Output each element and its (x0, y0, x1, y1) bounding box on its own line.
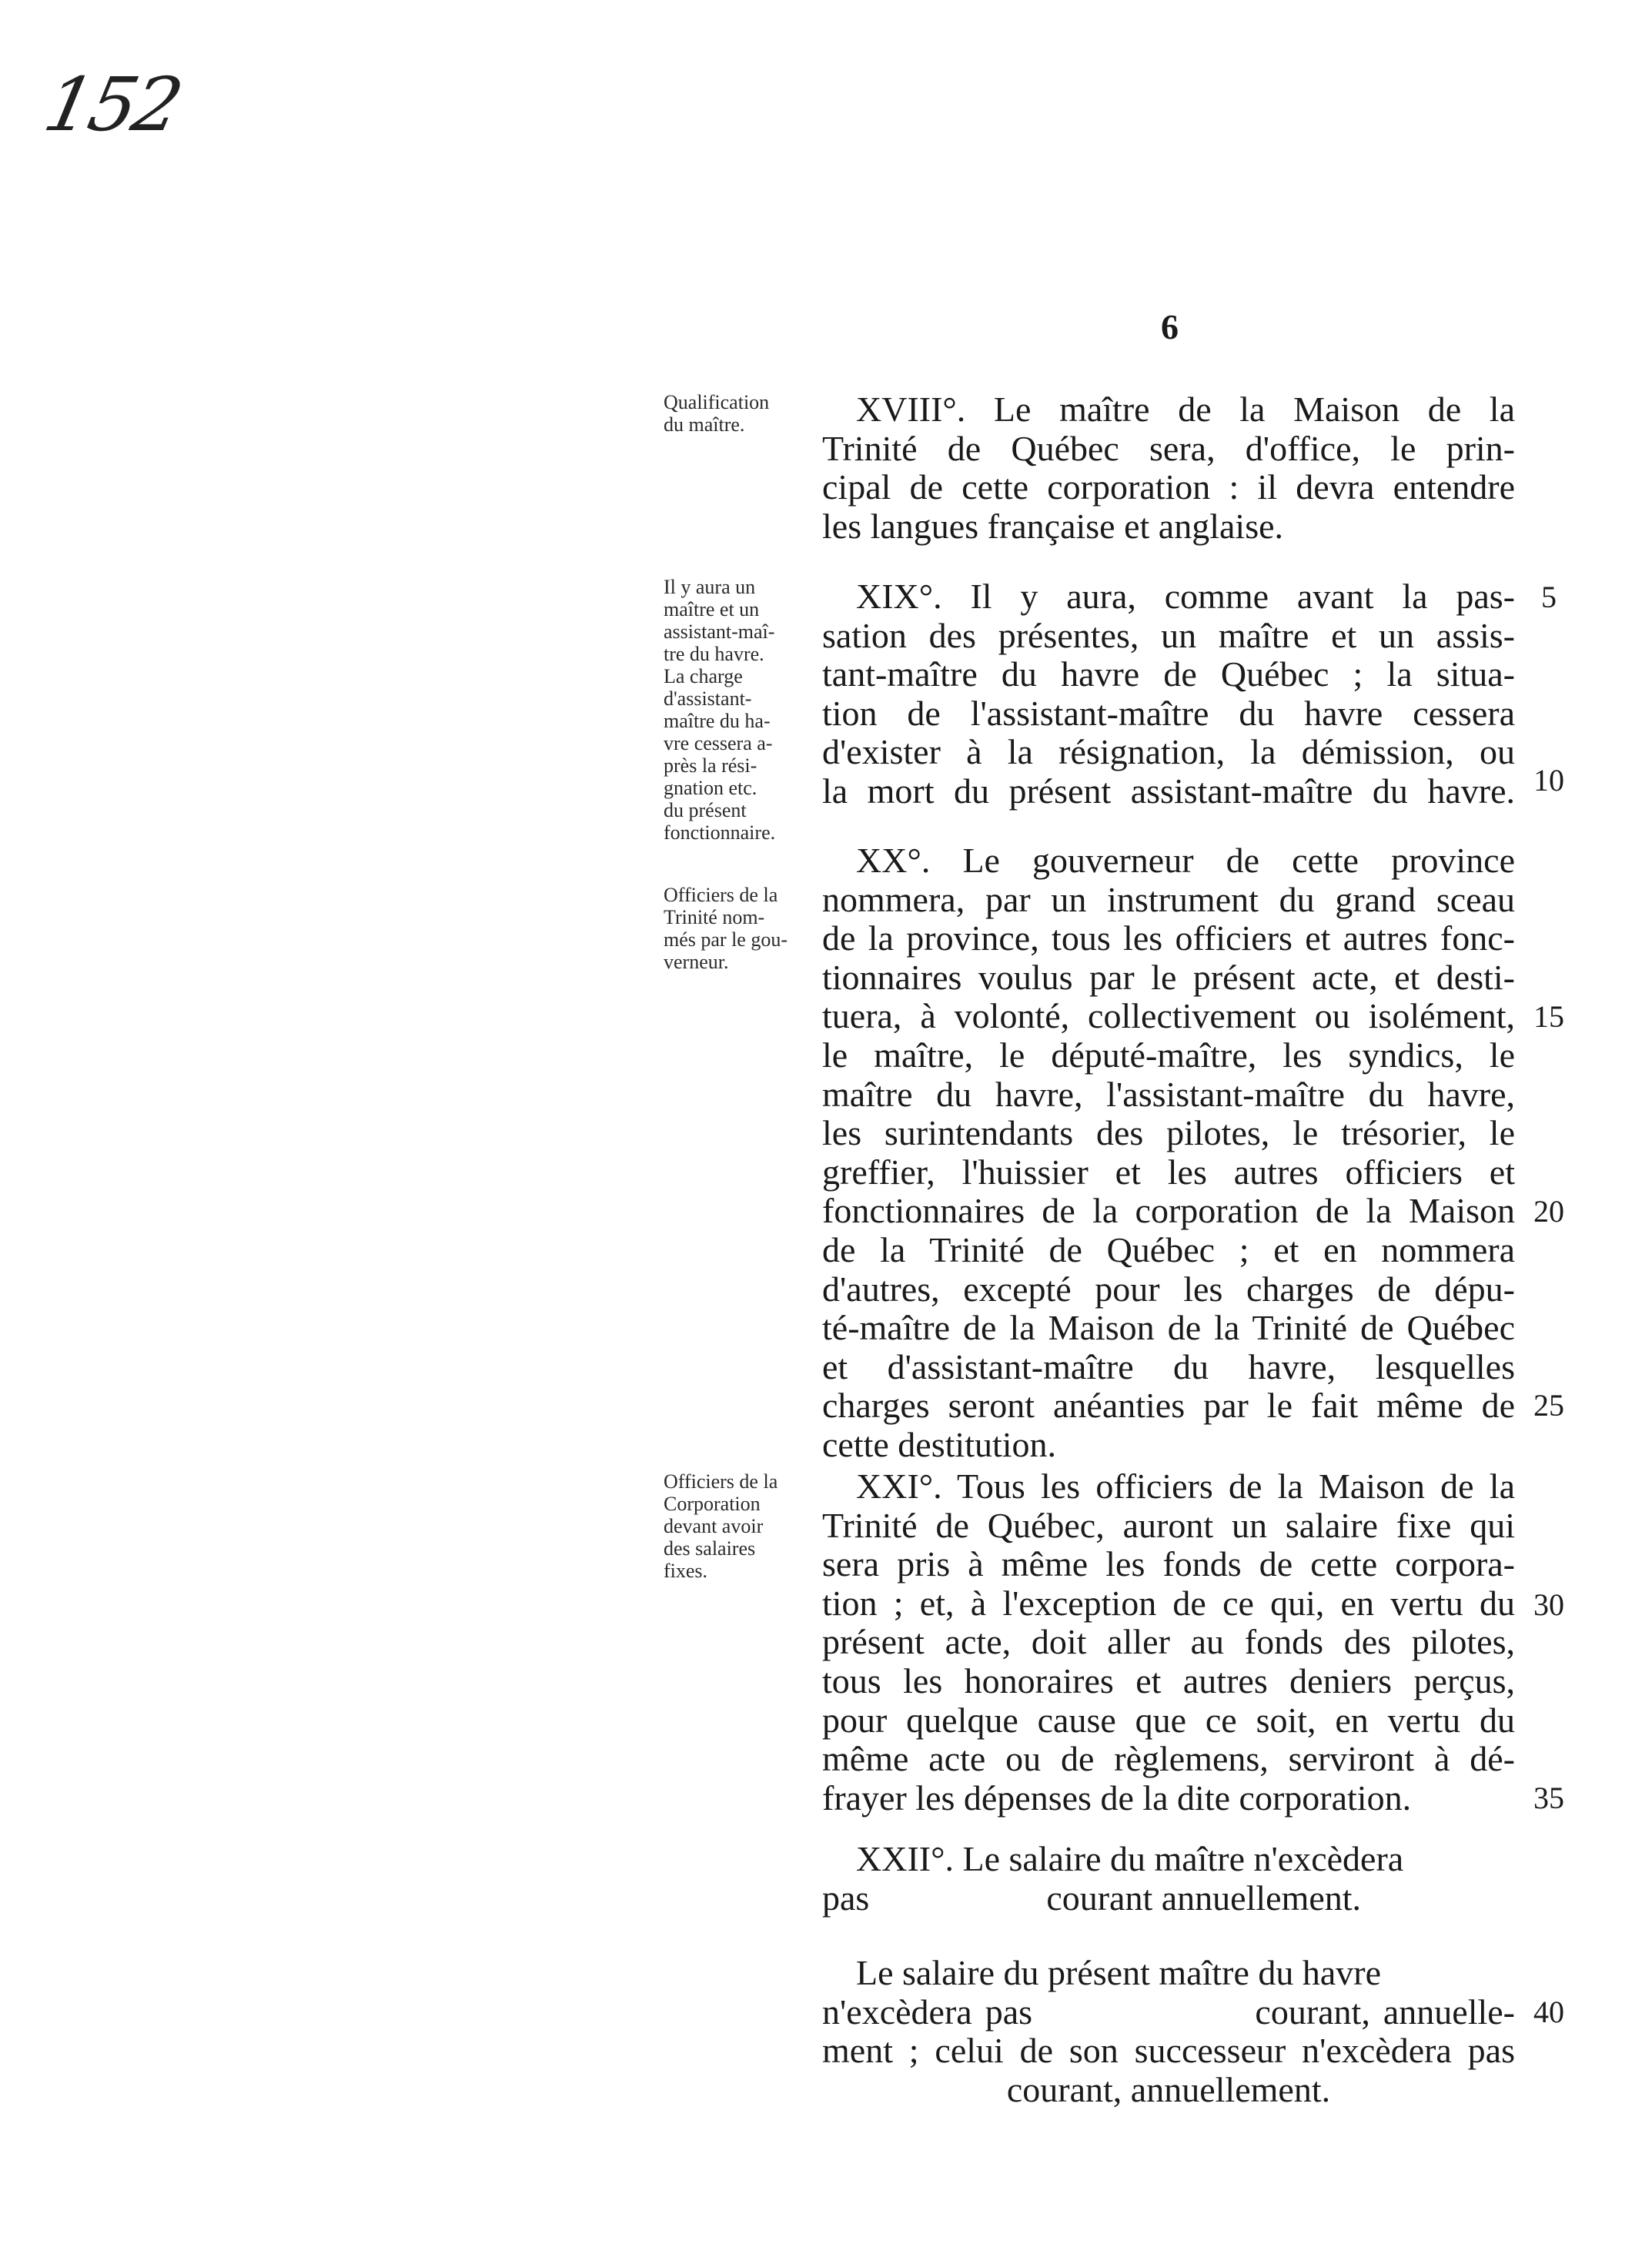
text-line: XXII°. Le salaire du maître n'excèdera (856, 1839, 1404, 1878)
text-line: tionnaires voulus par le présent acte, et desti- (822, 957, 1515, 997)
article-22 (822, 1840, 1515, 1918)
text-line: XXI°. Tous les officiers de la Maison de la (856, 1466, 1515, 1506)
article-21 (822, 1467, 1515, 1818)
text-line: charges seront anéanties par le fait même de (822, 1386, 1515, 1426)
article-22-havre (822, 1954, 1515, 2109)
text-line: d'autres, excepté pour les charges de dépu- (822, 1269, 1515, 1309)
text-line: les langues française et anglaise. (822, 506, 1284, 546)
text-line: XVIII°. Le maître de la Maison de la (856, 390, 1515, 429)
handwritten-folio-number: 152 (37, 62, 188, 148)
text-line: courant, annuellement. (1006, 2069, 1331, 2109)
text-line: et d'assistant-maître du havre, lesquelles (822, 1346, 1515, 1386)
article-20 (822, 841, 1515, 1465)
margin-note-assistant-maitre: Il y aura un maître et un assistant-maî- tre du havre. La charge d'assistant- maître du ha- vre cessera a- près la rési- gnation etc. du présent fonctionnaire. (664, 576, 776, 844)
text-line: Trinité de Québec, auront un salaire fixe qui (822, 1505, 1515, 1545)
margin-note-officiers-nommes: Officiers de la Trinité nom- més par le gou- verneur. (664, 884, 788, 973)
text-line: tous les honoraires et autres deniers perçus, (822, 1660, 1515, 1701)
line-number: 30 (1533, 1587, 1564, 1622)
line-number: 20 (1533, 1194, 1564, 1229)
line-number: 35 (1533, 1781, 1564, 1815)
text-line: nommera, par un instrument du grand sceau (822, 879, 1515, 919)
text-line: fonctionnaires de la corporation de la Maison (822, 1191, 1515, 1231)
text-line: la mort du présent assistant-maître du havre. (822, 771, 1515, 811)
text-line: tion de l'assistant-maître du havre cessera (822, 693, 1515, 733)
text-line: cipal de cette corporation : il devra entendre (822, 467, 1515, 507)
text-line: pas courant annuellement. (822, 1878, 1362, 1918)
line-number: 40 (1533, 1995, 1564, 2029)
text-line: tant-maître du havre de Québec ; la situa- (822, 654, 1515, 694)
line-number: 15 (1533, 999, 1564, 1034)
text-line: présent acte, doit aller au fonds des pilotes, (822, 1622, 1515, 1662)
margin-note-qualification: Qualification du maître. (664, 391, 770, 436)
text-line: de la Trinité de Québec ; et en nommera (822, 1229, 1515, 1269)
text-line: tion ; et, à l'exception de ce qui, en vertu du (822, 1583, 1515, 1623)
text-line: tuera, à volonté, collectivement ou isolément, (822, 996, 1515, 1036)
text-line: les surintendants des pilotes, le trésorier, le (822, 1113, 1515, 1153)
text-line: n'excèdera pas courant, annuelle- (822, 1991, 1515, 2032)
text-line: Trinité de Québec sera, d'office, le prin- (822, 428, 1515, 468)
text-line: cette destitution. (822, 1424, 1057, 1464)
text-line: sera pris à même les fonds de cette corpora- (822, 1544, 1515, 1584)
text-line: pour quelque cause que ce soit, en vertu du (822, 1700, 1515, 1740)
line-number: 25 (1533, 1388, 1564, 1423)
margin-note-officiers-salaires: Officiers de la Corporation devant avoir des salaires fixes. (664, 1470, 778, 1582)
text-line: ment ; celui de son successeur n'excèdera pas (822, 2031, 1515, 2071)
text-line: d'exister à la résignation, la démission, ou (822, 732, 1515, 772)
text-line: même acte ou de règlemens, serviront à dé- (822, 1739, 1515, 1779)
text-line: XIX°. Il y aura, comme avant la pas- (856, 577, 1515, 616)
text-line: greffier, l'huissier et les autres officiers et (822, 1152, 1515, 1192)
text-line: maître du havre, l'assistant-maître du havre, (822, 1074, 1515, 1114)
article-19 (822, 577, 1515, 811)
line-number: 5 (1541, 580, 1557, 614)
text-line: de la province, tous les officiers et autres fonc- (822, 918, 1515, 958)
text-line: frayer les dépenses de la dite corporation. (822, 1777, 1412, 1818)
text-line: sation des présentes, un maître et un assis- (822, 615, 1515, 655)
article-18 (822, 390, 1515, 546)
text-line: Le salaire du présent maître du havre (856, 1953, 1382, 1992)
text-line: le maître, le député-maître, les syndics, le (822, 1035, 1515, 1075)
line-number: 10 (1533, 763, 1564, 798)
text-line: XX°. Le gouverneur de cette province (856, 841, 1515, 880)
page-number: 6 (1161, 307, 1179, 346)
text-line: té-maître de la Maison de la Trinité de Québec (822, 1308, 1515, 1348)
